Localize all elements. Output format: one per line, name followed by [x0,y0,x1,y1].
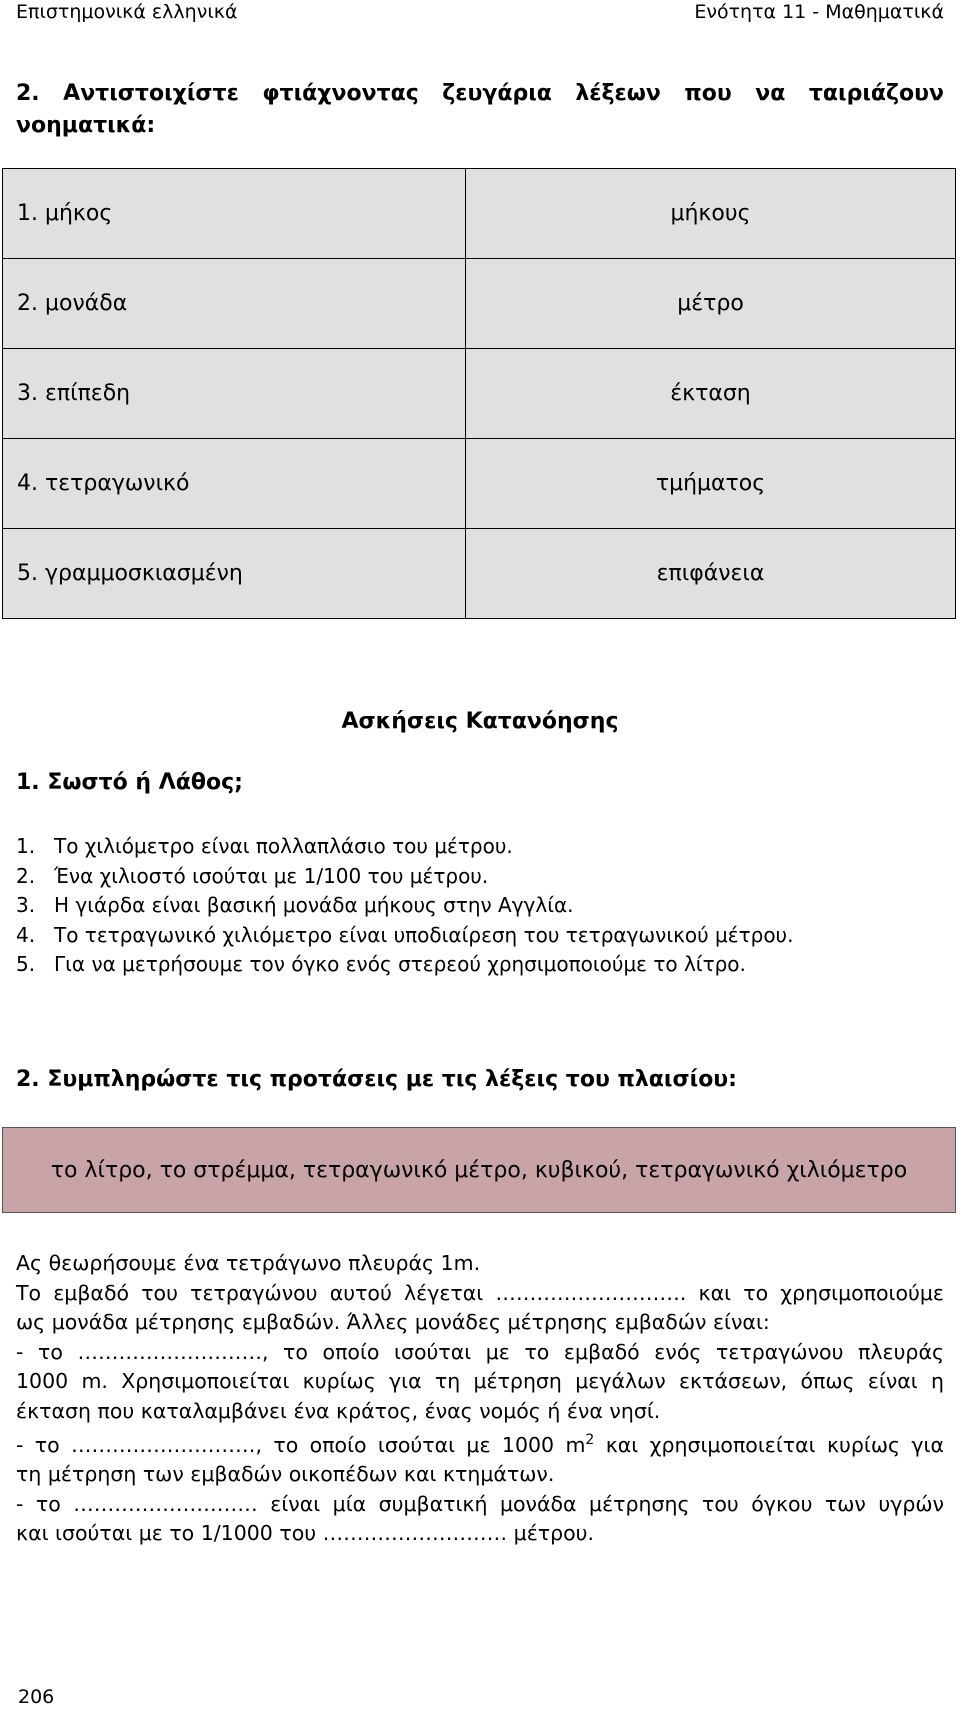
paragraph-line: - το ………………………, το οποίο ισούται με το εμβαδό ενός τετραγώνου πλευράς [16,1339,944,1364]
paragraph-line: έκταση που καταλαμβάνει ένα κράτος, ένας νομός ή ένα νησί. [16,1398,661,1423]
fill-in-title: 2. Συμπληρώστε τις προτάσεις με τις λέξεις του πλαισίου: [16,1067,737,1092]
paragraph-line [16,1426,944,1460]
item-text: Η γιάρδα είναι βασική μονάδα μήκους στην Αγγλία. [54,893,574,917]
line-text: και χρησιμοποιείται κυρίως για [594,1432,945,1457]
matching-right-cell: μέτρο [466,259,956,349]
paragraph-line: Ας θεωρήσουμε ένα τετράγωνο πλευράς 1m. [16,1251,481,1275]
matching-table [2,168,956,619]
matching-left-cell: 3. επίπεδη [3,349,466,439]
table-row [3,529,956,619]
section-title: Ασκήσεις Κατανόησης [341,709,619,734]
superscript: 2 [585,1432,595,1448]
true-false-list [16,832,793,980]
list-item [16,921,793,951]
true-false-title: 1. Σωστό ή Λάθος; [16,770,243,795]
list-item [16,832,793,862]
paragraph-line: 1000 m. Χρησιμοποιείται κυρίως για τη μέτρηση μεγάλων εκτάσεων, όπως είναι η [16,1369,944,1393]
matching-right-cell: έκταση [466,349,956,439]
page-number: 206 [18,1686,55,1708]
item-number: 5. [16,952,36,976]
fill-in-paragraph [16,1249,944,1549]
table-row [3,259,956,349]
item-text: Για να μετρήσουμε τον όγκο ενός στερεού χρησιμοποιούμε το λίτρο. [54,952,746,976]
header-left-title: Επιστημονικά ελληνικά [16,1,238,23]
matching-right-cell: τμήματος [466,439,956,529]
item-number: 1. [16,834,36,858]
matching-left-cell: 4. τετραγωνικό [3,439,466,529]
matching-left-cell: 2. μονάδα [3,259,466,349]
table-row [3,349,956,439]
matching-left-cell: 1. μήκος [3,169,466,259]
item-number: 3. [16,893,36,917]
paragraph-line: - το ……………………… είναι μία συμβατική μονάδα μέτρησης του όγκου των υγρών [16,1491,944,1516]
list-item [16,950,793,980]
paragraph-line: και ισούται με το 1/1000 του ……………………… μέτρου. [16,1521,595,1546]
list-item [16,891,793,921]
word-box: το λίτρο, το στρέμμα, τετραγωνικό μέτρο, κυβικού, τετραγωνικό χιλιόμετρο [2,1127,956,1213]
item-text: Το τετραγωνικό χιλιόμετρο είναι υποδιαίρεση του τετραγωνικού μέτρου. [54,922,794,947]
matching-title-line1: 2. Αντιστοιχίστε φτιάχνοντας ζευγάρια λέξεων που να ταιριάζουν [16,81,944,106]
item-number: 4. [16,922,36,947]
paragraph-line: τη μέτρηση των εμβαδών οικοπέδων και κτημάτων. [16,1462,555,1487]
item-text: Ένα χιλιοστό ισούται με 1/100 του μέτρου. [54,863,489,888]
paragraph-line: ως μονάδα μέτρησης εμβαδών. Άλλες μονάδες μέτρησης εμβαδών είναι: [16,1310,770,1334]
item-text: Το χιλιόμετρο είναι πολλαπλάσιο του μέτρου. [54,834,513,858]
list-item [16,862,793,892]
matching-right-cell: μήκους [466,169,956,259]
matching-right-cell: επιφάνεια [466,529,956,619]
matching-title-line2: νοηματικά: [16,113,156,138]
table-row [3,169,956,259]
paragraph-line: Το εμβαδό του τετραγώνου αυτού λέγεται ………………………. και το χρησιμοποιούμε [16,1280,944,1305]
header-right-title: Ενότητα 11 - Μαθηματικά [694,1,944,23]
line-text: - το ………………………, το οποίο ισούται με 1000 m [16,1432,586,1457]
table-row [3,439,956,529]
item-number: 2. [16,863,36,888]
matching-left-cell: 5. γραμμοσκιασμένη [3,529,466,619]
